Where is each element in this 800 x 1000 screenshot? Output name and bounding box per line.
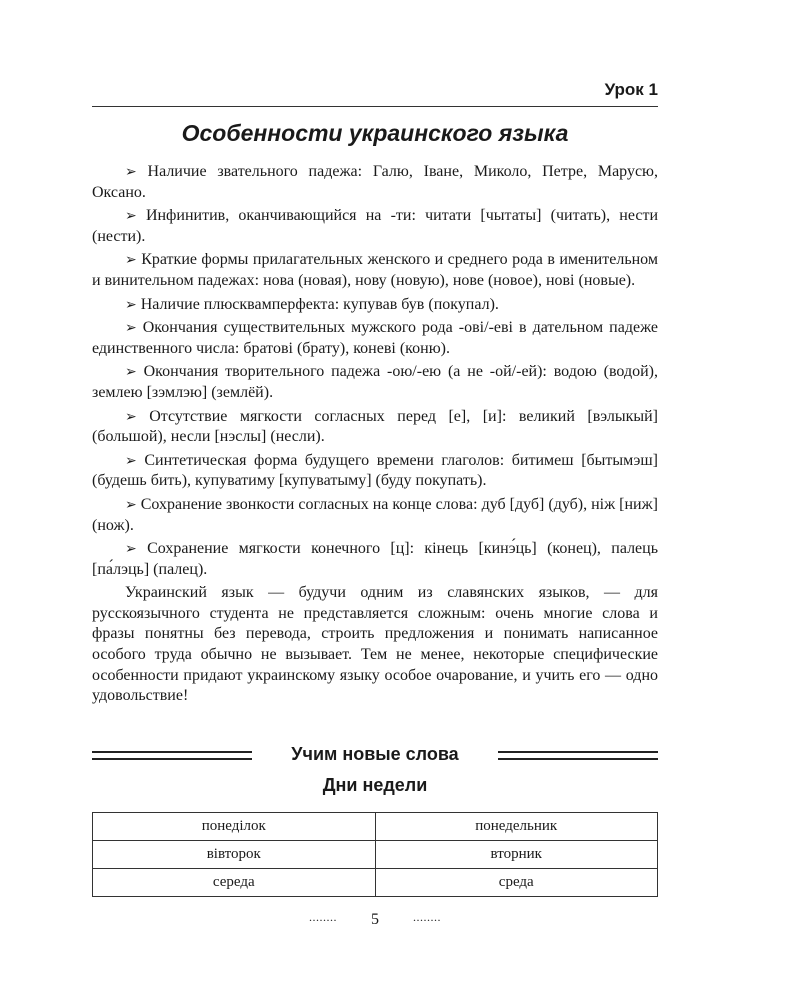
arrow-bullet-icon: ➢ — [125, 252, 137, 269]
feature-item: ➢ Краткие формы прилагательных женского и среднего рода в именительном и винительном падежах: нова (новая), нову (новую), нове (новое), нові (новые). — [92, 251, 659, 289]
ukrainian-word-cell: середа — [93, 869, 376, 897]
feature-item: ➢ Сохранение звонкости согласных на конце слова: дуб [дуб] (дуб), ніж [ниж] (нож). — [92, 495, 659, 534]
arrow-bullet-icon: ➢ — [125, 208, 137, 225]
ukrainian-word-cell: вівторок — [93, 841, 376, 869]
feature-item: ➢ Синтетическая форма будущего времени глаголов: битимеш [бытымэш] (будешь бить), купуватиму [купуватыму] (буду покупать). — [92, 451, 659, 490]
feature-item: ➢ Наличие плюсквамперфекта: купував був (покупал). — [125, 295, 499, 313]
feature-item: ➢ Инфинитив, оканчивающийся на -ти: читати [чытаты] (читать), нести (нести). — [92, 207, 658, 245]
russian-word-cell: среда — [375, 869, 658, 897]
page-title: Особенности украинского языка — [181, 120, 569, 146]
feature-item: ➢ Сохранение мягкости конечного [ц]: кінець [кинэ́ць] (конец), палець [па́лэць] (палец). — [92, 540, 659, 578]
table-row — [93, 813, 658, 841]
body-text — [92, 162, 658, 707]
arrow-bullet-icon: ➢ — [125, 296, 137, 313]
section-heading — [92, 744, 658, 768]
feature-item: ➢ Отсутствие мягкости согласных перед [е], [и]: великий [вэлыкый] (большой), несли [нэслы] (несли). — [92, 407, 659, 446]
days-of-week-table — [92, 812, 658, 897]
russian-word-cell: понедельник — [375, 813, 658, 841]
page-header — [92, 80, 658, 107]
arrow-bullet-icon: ➢ — [125, 452, 137, 469]
ukrainian-word-cell: понеділок — [93, 813, 376, 841]
feature-item: ➢ Наличие звательного падежа: Галю, Іване, Миколо, Петре, Марусю, Оксано. — [92, 163, 659, 201]
arrow-bullet-icon: ➢ — [125, 320, 137, 337]
page-footer — [92, 910, 658, 929]
arrow-bullet-icon: ➢ — [125, 164, 137, 180]
section-title: Учим новые слова — [291, 744, 459, 764]
arrow-bullet-icon: ➢ — [125, 364, 137, 381]
footer-dots-left: ........ — [309, 910, 337, 924]
table-row — [93, 841, 658, 869]
feature-item: ➢ Окончания существительных мужского рода -ові/-еві в дательном падеже единственного числа: братові (брату), коневі (коню). — [92, 319, 659, 357]
feature-item: ➢ Окончания творительного падежа -ою/-ею (а не -ой/-ей): водою (водой), землею [зэмлэю] (землёй). — [92, 363, 659, 401]
arrow-bullet-icon: ➢ — [125, 408, 137, 425]
lesson-label: Урок 1 — [604, 80, 658, 99]
page-number: 5 — [371, 911, 379, 928]
table-row — [93, 869, 658, 897]
decorative-rule-right — [498, 751, 658, 760]
arrow-bullet-icon: ➢ — [125, 541, 137, 558]
table-title: Дни недели — [322, 775, 428, 795]
arrow-bullet-icon: ➢ — [125, 496, 137, 513]
intro-paragraph: Украинский язык — будучи одним из славянских языков, — для русскоязычного студента не представляется сложным: очень многие слова и фразы понятны без перевода, строить предложения и понимать написанное особого труда обычно не вызывает. Тем не менее, некоторые специфические особенности придают украинскому языку особое очарование, и учить его — одно удовольствие! — [92, 584, 658, 705]
russian-word-cell: вторник — [375, 841, 658, 869]
footer-dots-right: ........ — [413, 910, 441, 924]
